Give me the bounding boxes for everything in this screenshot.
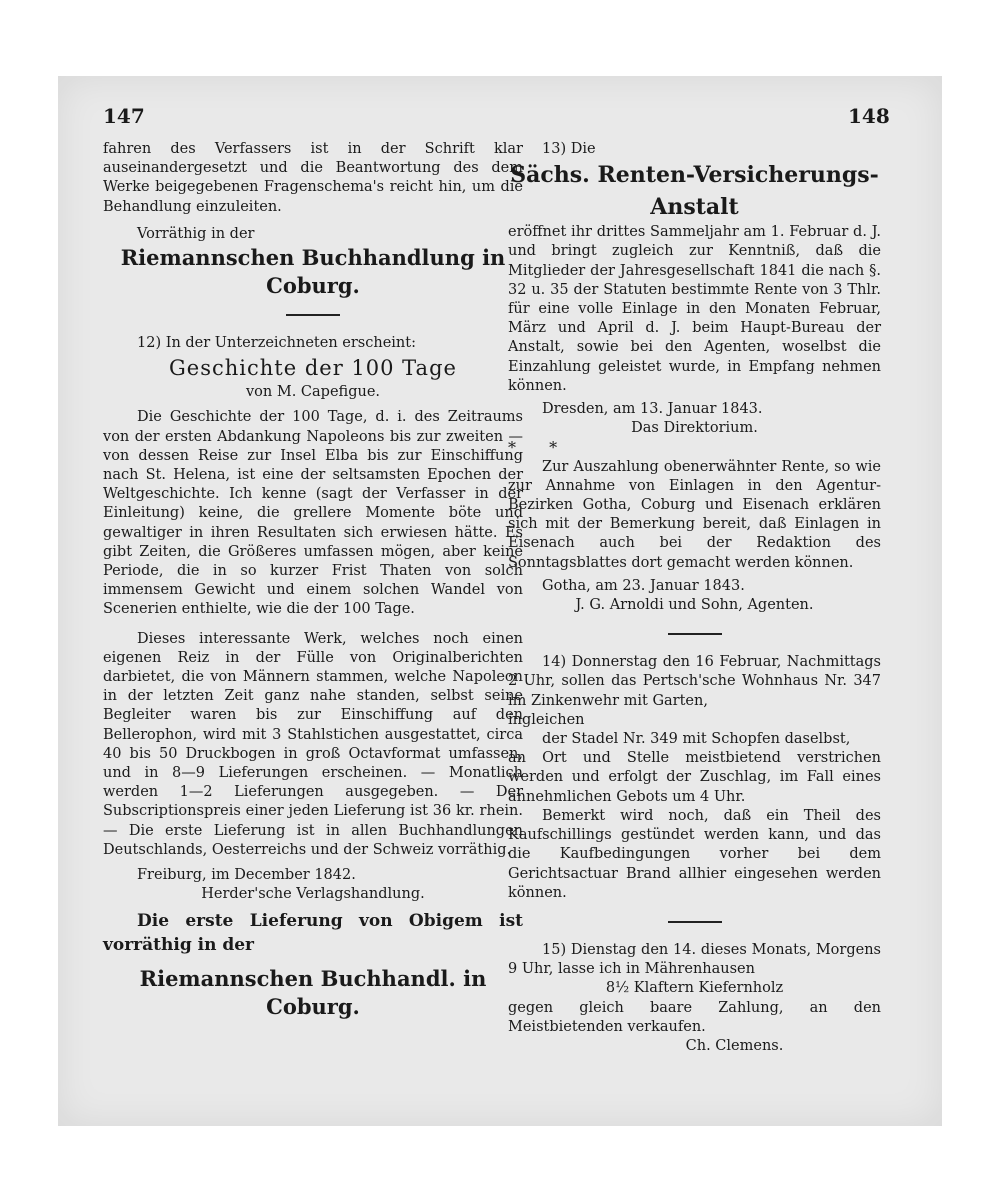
ad14-paragraph-3: Bemerkt wird noch, daß ein Theil des Kaufschillings gestündet werden kann, und das die Kaufbedingungen vorher bei dem Gerichtsactuar Brand allhier eingesehen werden können.	[508, 807, 881, 901]
bookshop-name-1: Riemannschen Buchhandlung in Coburg.	[120, 245, 506, 299]
ad12-date: Freiburg, im December 1842.	[137, 867, 356, 884]
right-column	[508, 140, 881, 1056]
left-column	[103, 140, 523, 1021]
ad13-date: Dresden, am 13. Januar 1843.	[542, 401, 763, 418]
intro-paragraph: fahren des Verfassers ist in der Schrift klar auseinandergesetzt und die Beantwortung des dem Werke beigegebenen Fragenschema's reicht hin, um die Behandlung einzuleiten.	[103, 141, 523, 215]
available-note-1: Vorräthig in der	[137, 225, 255, 242]
ad12-heading: 12) In der Unterzeichneten erscheint:	[137, 335, 416, 352]
section-divider	[668, 921, 722, 923]
ad12-publisher: Herder'sche Verlagshandlung.	[201, 886, 425, 903]
ad15-signer: Ch. Clemens.	[685, 1037, 784, 1054]
section-divider	[286, 314, 340, 316]
page-number-left: 147	[103, 104, 145, 128]
ad13-institution-title: Sächs. Renten-Versicherungs-Anstalt	[510, 162, 879, 221]
ad13-signer: Das Direktorium.	[631, 420, 758, 437]
asterisk-separator: * *	[508, 438, 572, 458]
ad13-heading: 13) Die	[542, 141, 596, 157]
newspaper-page	[58, 76, 942, 1126]
ad13-date-2: Gotha, am 23. Januar 1843.	[542, 577, 745, 594]
ad12-author: von M. Capefigue.	[245, 384, 381, 401]
ad14-ingleichen: ingleichen	[508, 711, 585, 728]
ad12-paragraph-2: Dieses interessante Werk, welches noch einen eigenen Reiz in der Fülle von Originalberichten darbietet, die von Männern stammen, welche Napoleon in der letzten Zeit ganz nahe standen, selbst seine Begleiter waren bis zur Einschiffung auf den Bellerophon, wird mit 3 Stahlstichen ausgestattet, circa 40 bis 50 Druckbogen in groß Octavformat umfassen, und in 8—9 Lieferungen erscheinen. — Monatlich werden 1—2 Lieferungen ausgegeben. — Der Subscriptionspreis einer jeden Lieferung ist 36 kr. rhein. — Die erste Lieferung ist in allen Buchhandlungen Deutschlands, Oesterreichs und der Schweiz vorräthig.	[103, 630, 523, 858]
ad15-paragraph-1: 15) Dienstag den 14. dieses Monats, Morgens 9 Uhr, lasse ich in Mährenhausen	[508, 941, 881, 978]
ad13-signer-2: J. G. Arnoldi und Sohn, Agenten.	[575, 597, 814, 614]
ad15-item: 8½ Klaftern Kiefernholz	[605, 980, 784, 997]
ad15-paragraph-2: gegen gleich baare Zahlung, an den Meistbietenden verkaufen.	[508, 999, 881, 1035]
bookshop-name-2: Riemannschen Buchhandl. in Coburg.	[139, 965, 487, 1019]
ad12-paragraph-1: Die Geschichte der 100 Tage, d. i. des Zeitraums von der ersten Abdankung Napoleons bis zur zweiten — von dessen Reise zur Insel Elba bis zur Einschiffung nach St. Helena, ist eine der seltsamsten Epochen der Weltgeschichte. Ich kenne (sagt der Verfasser in der Einleitung) keine, die grellere Momente böte und gewaltiger in ihren Resultaten sich erwiesen hätte. Es gibt Zeiten, die Größeres umfassen mögen, aber keine Periode, die in so kurzer Frist Thaten von solch immensem Gewicht und einem solchen Wandel von Scenerien enthielte, wie die der 100 Tage.	[103, 409, 523, 618]
ad12-book-title: Geschichte der 100 Tage	[169, 356, 457, 381]
ad13-paragraph-2: Zur Auszahlung obenerwähnter Rente, so wie zur Annahme von Einlagen in den Agentur-Bezirken Gotha, Coburg und Eisenach erklären sich mit der Bemerkung bereit, daß Einlagen in Eisenach auch bei der Redaktion des Sonntagsblattes dort gemacht werden können.	[508, 458, 881, 571]
ad12-availability-note: Die erste Lieferung von Obigem ist vorräthig in der	[103, 910, 523, 955]
page-number-right: 148	[848, 104, 890, 128]
ad14-paragraph-1: 14) Donnerstag den 16 Februar, Nachmittags 2 Uhr, sollen das Pertsch'sche Wohnhaus Nr. 347 im Zinkenwehr mit Garten,	[508, 654, 881, 709]
ad14-paragraph-2: an Ort und Stelle meistbietend verstrichen werden und erfolgt der Zuschlag, im Fall eines annehmlichen Gebots um 4 Uhr.	[508, 750, 881, 805]
section-divider	[668, 633, 722, 635]
ad13-paragraph-1: eröffnet ihr drittes Sammeljahr am 1. Februar d. J. und bringt zugleich zur Kenntniß, daß die Mitglieder der Jahresgesellschaft 1841 die nach §. 32 u. 35 der Statuten bestimmte Rente von 3 Thlr. für eine volle Einlage in den Monaten Februar, März und April d. J. beim Haupt-Bureau der Anstalt, sowie bei den Agenten, woselbst die Einzahlung geleistet wurde, in Empfang nehmen können.	[508, 224, 881, 394]
ad14-stadel: der Stadel Nr. 349 mit Schopfen daselbst,	[542, 731, 851, 748]
